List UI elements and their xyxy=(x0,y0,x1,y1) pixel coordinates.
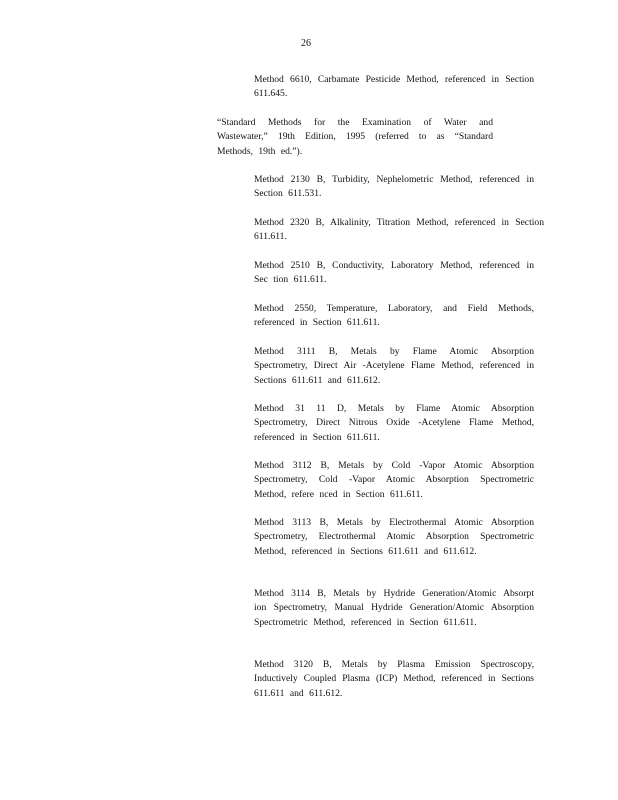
method-3113b-entry: Method 3113 B, Metals by Electrothermal Atomic Absorption Spectrometry, Electrothermal Atomic Absorption Spectrometric Method, referenced in Sections 611.611 and 611.612. xyxy=(254,517,534,557)
method-3112b-entry: Method 3112 B, Metals by Cold -Vapor Atomic Absorption Spectrometry, Cold -Vapor Atomic Absorption Spectrometric Method, refere nced in Section 611.611. xyxy=(254,460,534,500)
method-3111d-entry: Method 31 11 D, Metals by Flame Atomic Absorption Spectrometry, Direct Nitrous Oxide -Acetylene Flame Method, referenced in Section 611.611. xyxy=(254,403,534,443)
method-3114b-entry: Method 3114 B, Metals by Hydride Generation/Atomic Absorpt ion Spectrometry, Manual Hydride Generation/Atomic Absorption Spectrometric Method, referenced in Section 611.611. xyxy=(254,588,534,628)
page-number: 26 xyxy=(301,38,311,49)
method-3120b-entry: Method 3120 B, Metals by Plasma Emission Spectroscopy, Inductively Coupled Plasma (ICP) Method, referenced in Sections 611.611 and 611.612. xyxy=(254,659,534,699)
method-3111b-entry: Method 3111 B, Metals by Flame Atomic Absorption Spectrometry, Direct Air -Acetylene Flame Method, referenced in Sections 611.611 and 611.612. xyxy=(254,346,534,386)
method-2510b-entry: Method 2510 B, Conductivity, Laboratory Method, referenced in Sec tion 611.611. xyxy=(254,260,534,286)
method-2320b-entry: Method 2320 B, Alkalinity, Titration Method, referenced in Section 611.611. xyxy=(254,217,544,243)
method-6610-entry: Method 6610, Carbamate Pesticide Method, referenced in Section 611.645. xyxy=(254,74,534,100)
standard-methods-reference: “Standard Methods for the Examination of Water and Wastewater,” 19th Edition, 1995 (referred to as “Standard Methods, 19th ed.”). xyxy=(217,117,493,157)
method-2130b-entry: Method 2130 B, Turbidity, Nephelometric Method, referenced in Section 611.531. xyxy=(254,174,534,200)
method-2550-entry: Method 2550, Temperature, Laboratory, and Field Methods, referenced in Section 611.611. xyxy=(254,303,534,329)
